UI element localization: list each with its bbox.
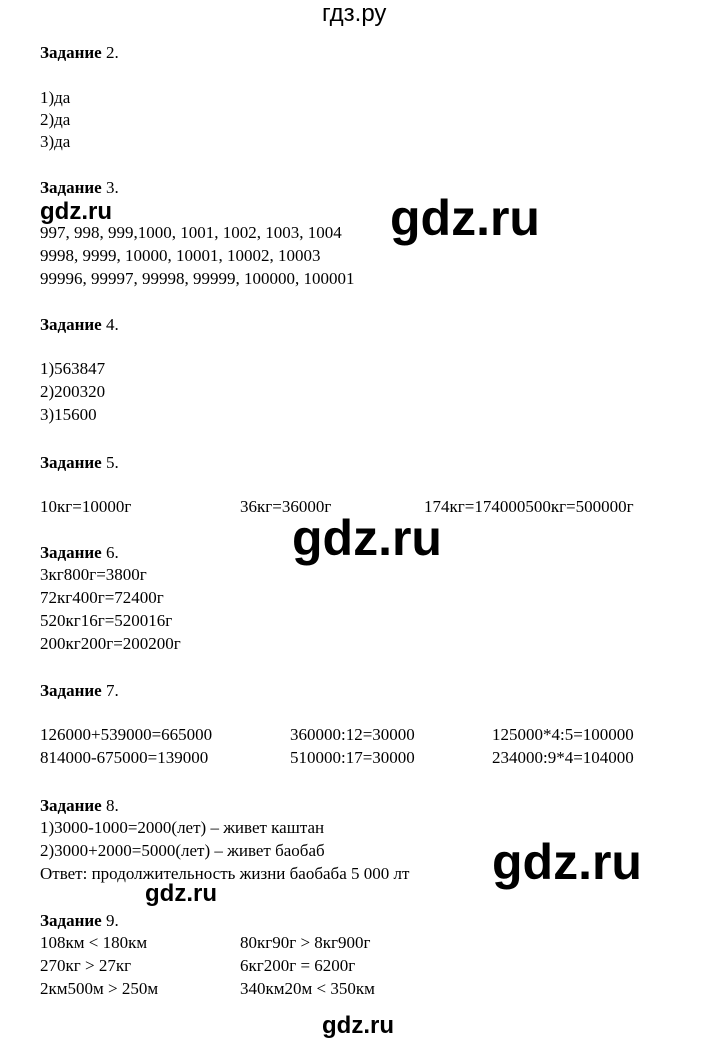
task-6-line-4: 200кг200г=200200г	[40, 634, 181, 653]
task-7-r2-c1: 814000-675000=139000	[40, 748, 209, 767]
watermark-small: gdz.ru	[322, 1012, 394, 1039]
task-3-line-1: 997, 998, 999,1000, 1001, 1002, 1003, 1004	[40, 223, 342, 242]
task-6-line-3: 520кг16г=520016г	[40, 611, 173, 630]
task-number: 9.	[105, 911, 119, 930]
task-7-r1-c1: 126000+539000=665000	[40, 725, 213, 744]
task-9-r1-c2: 80кг90г > 8кг900г	[240, 933, 371, 952]
task-word: Задание	[40, 681, 102, 700]
task-9-r2-c1: 270кг > 27кг	[40, 956, 132, 975]
task-3-line-2: 9998, 9999, 10000, 10001, 10002, 10003	[40, 246, 321, 265]
task-7-r2-c3: 234000:9*4=104000	[492, 748, 634, 767]
task-7-r2-c2: 510000:17=30000	[290, 748, 415, 767]
task-word: Задание	[40, 43, 102, 62]
task-8-heading	[40, 795, 119, 817]
task-word: Задание	[40, 911, 102, 930]
task-2-line-2: 2)да	[40, 110, 71, 129]
watermark-large: gdz.ru	[292, 510, 442, 566]
task-number: 7.	[105, 681, 119, 700]
task-7-r1-c3: 125000*4:5=100000	[492, 725, 634, 744]
task-5-col-1: 10кг=10000г	[40, 497, 132, 516]
task-9-r3-c2: 340км20м < 350км	[240, 979, 375, 998]
task-8-line-1: 1)3000-1000=2000(лет) – живет каштан	[40, 818, 325, 837]
task-number: 8.	[105, 796, 119, 815]
site-header: гдз.ру	[322, 0, 387, 27]
task-4-line-2: 2)200320	[40, 382, 106, 401]
task-8-answer: Ответ: продолжительность жизни баобаба 5 000 лт	[40, 864, 410, 883]
task-number: 4.	[105, 315, 119, 334]
task-9-heading	[40, 910, 119, 932]
task-word: Задание	[40, 543, 102, 562]
task-7-r1-c2: 360000:12=30000	[290, 725, 415, 744]
task-9-r1-c1: 108км < 180км	[40, 933, 148, 952]
task-5-col-3: 174кг=174000500кг=500000г	[424, 497, 634, 516]
task-3-heading	[40, 177, 119, 199]
task-8-line-2: 2)3000+2000=5000(лет) – живет баобаб	[40, 841, 325, 860]
task-9-r2-c2: 6кг200г = 6200г	[240, 956, 356, 975]
task-7-heading	[40, 680, 119, 702]
task-number: 6.	[105, 543, 119, 562]
watermark-small: gdz.ru	[145, 880, 217, 907]
task-word: Задание	[40, 178, 102, 197]
task-2-line-1: 1)да	[40, 88, 71, 107]
task-6-heading	[40, 542, 119, 564]
task-number: 3.	[105, 178, 119, 197]
task-number: 2.	[105, 43, 119, 62]
task-word: Задание	[40, 315, 102, 334]
task-4-heading	[40, 314, 119, 336]
task-3-line-3: 99996, 99997, 99998, 99999, 100000, 100001	[40, 269, 355, 288]
task-5-heading	[40, 452, 119, 474]
task-4-line-3: 3)15600	[40, 405, 97, 424]
task-5-col-2: 36кг=36000г	[240, 497, 332, 516]
task-word: Задание	[40, 453, 102, 472]
task-word: Задание	[40, 796, 102, 815]
task-6-line-1: 3кг800г=3800г	[40, 565, 147, 584]
watermark-large: gdz.ru	[390, 190, 540, 246]
task-6-line-2: 72кг400г=72400г	[40, 588, 164, 607]
task-4-line-1: 1)563847	[40, 359, 106, 378]
task-9-r3-c1: 2км500м > 250м	[40, 979, 159, 998]
task-2-line-3: 3)да	[40, 132, 71, 151]
watermark-large: gdz.ru	[492, 834, 642, 890]
watermark-small: gdz.ru	[40, 198, 112, 225]
task-2-heading	[40, 42, 119, 64]
task-number: 5.	[105, 453, 119, 472]
